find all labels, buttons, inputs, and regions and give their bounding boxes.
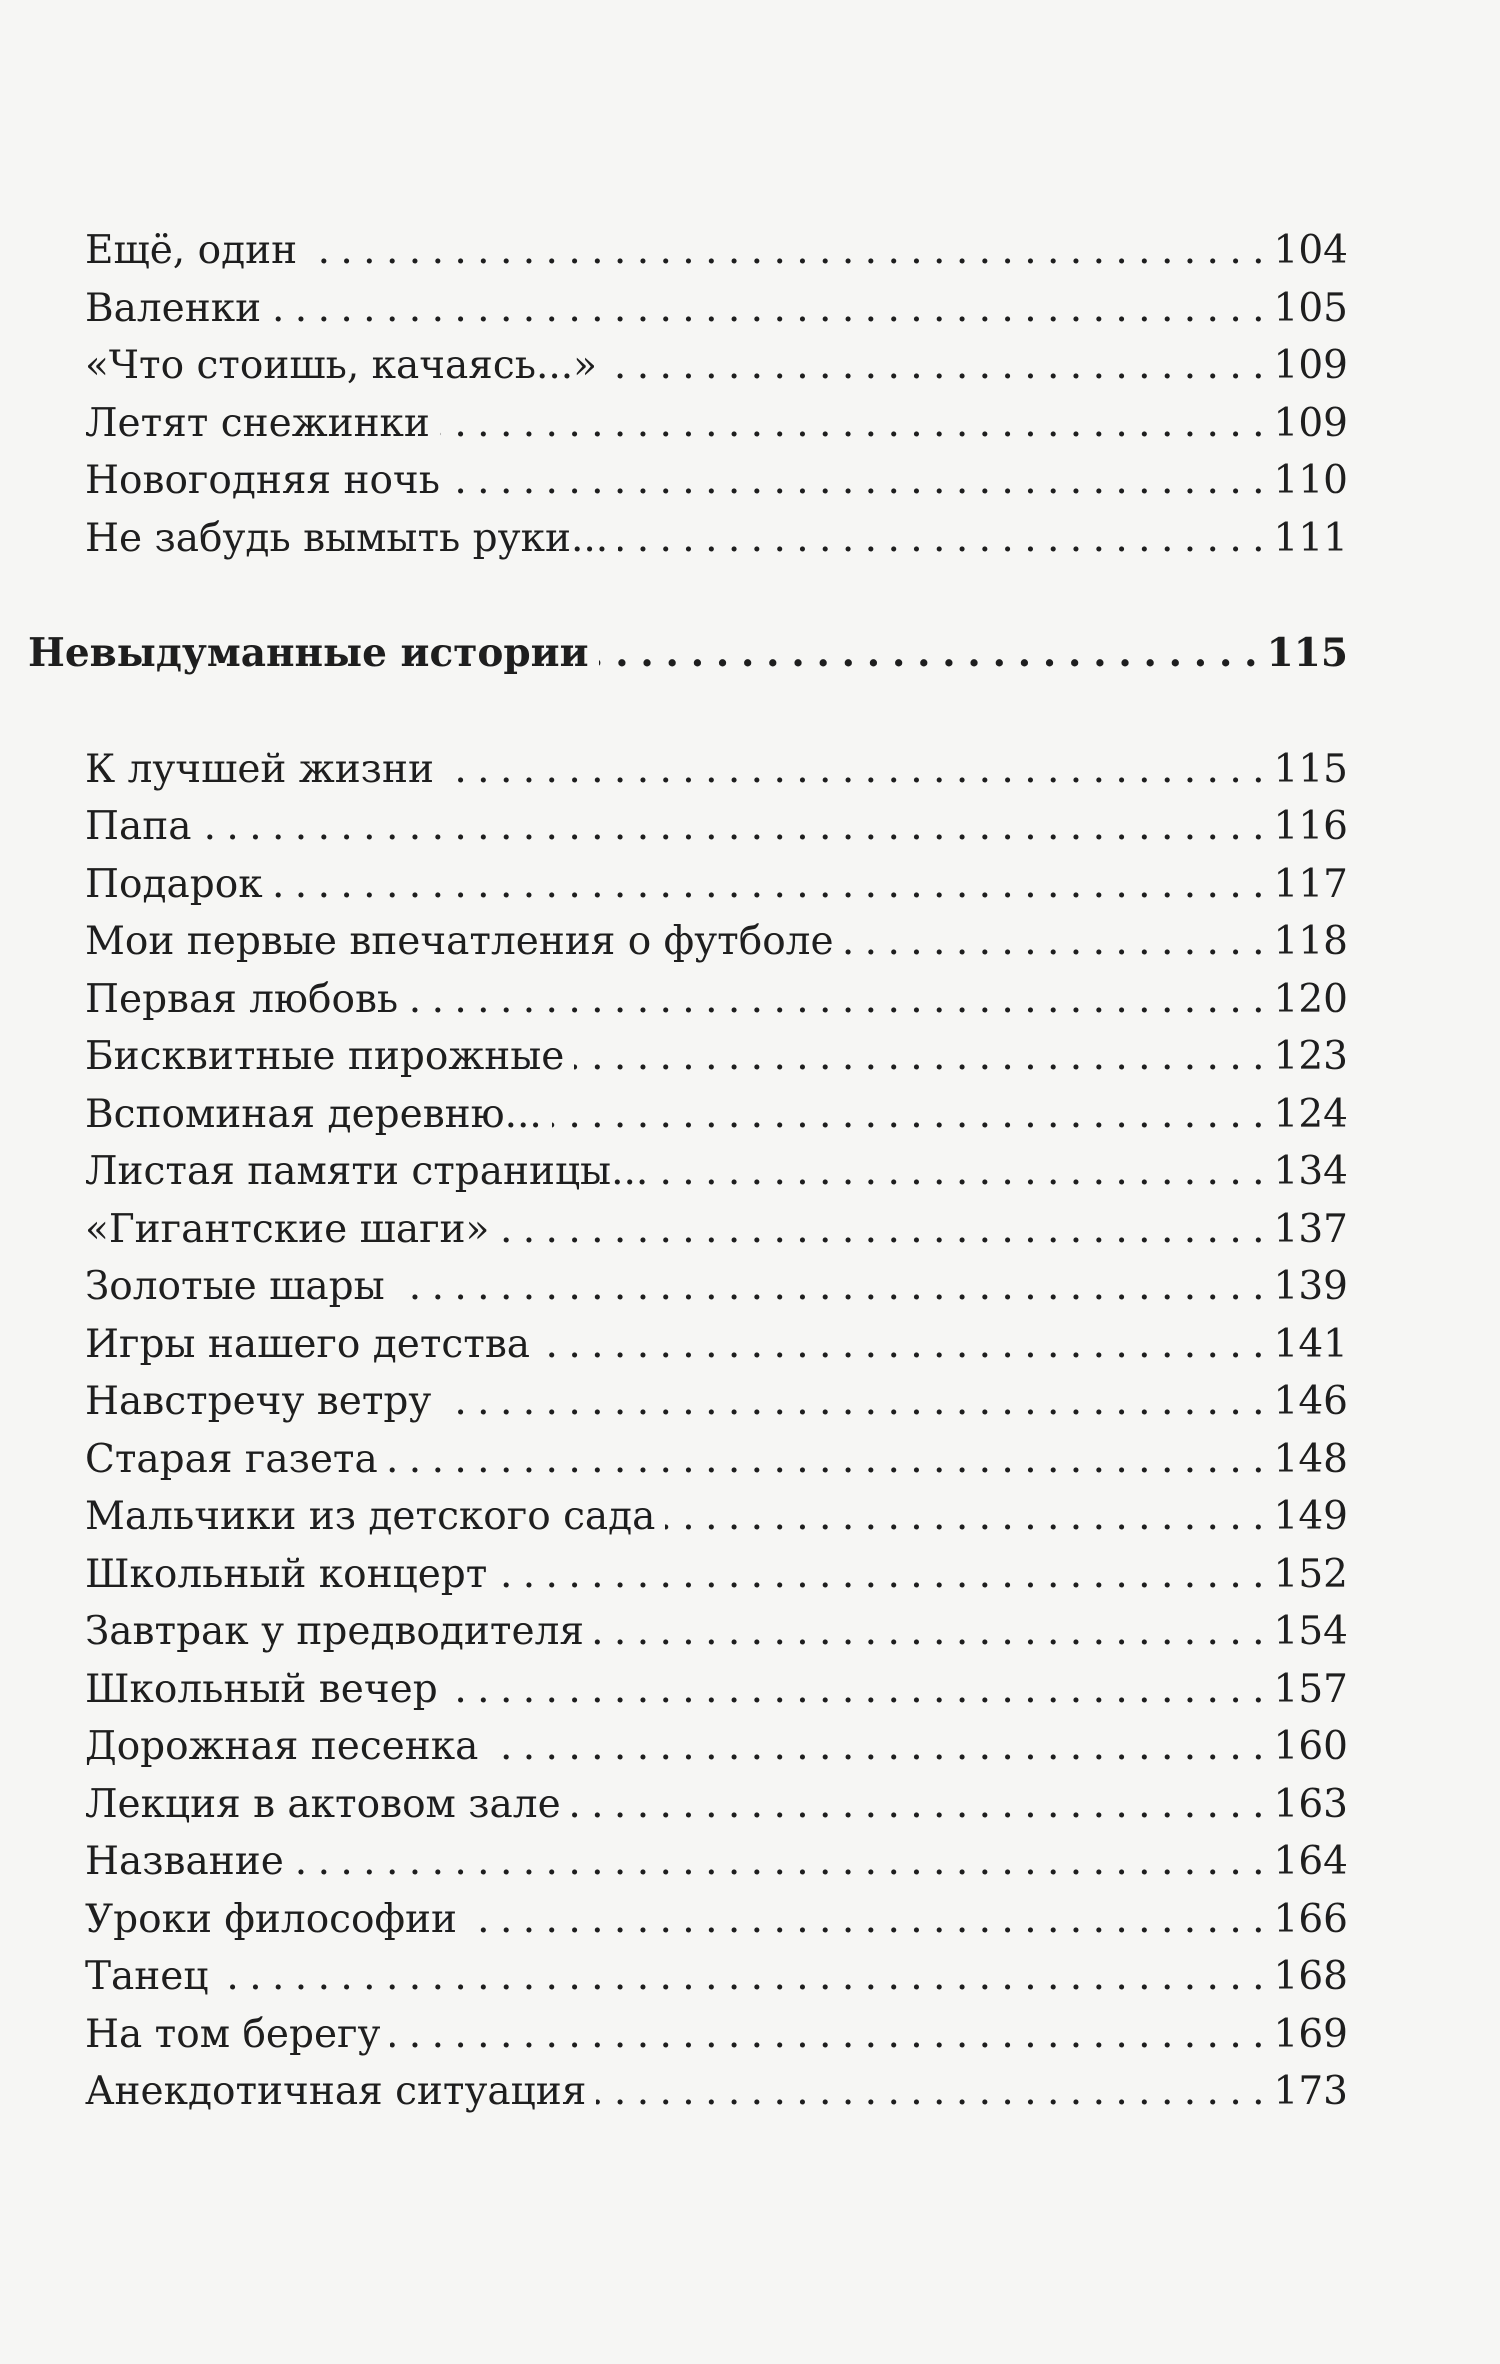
toc-entry-title: Папа <box>85 804 192 849</box>
toc-entry[interactable] <box>28 1316 1348 1374</box>
toc-entry[interactable] <box>28 2006 1348 2064</box>
toc-entry[interactable] <box>28 1603 1348 1661</box>
toc-entry-title: Лекция в актовом зале <box>85 1781 561 1827</box>
toc-entry-page: 115 <box>1273 746 1348 792</box>
toc-entry-page: 173 <box>1273 2069 1348 2114</box>
toc-entry-title: Название <box>85 1839 284 1884</box>
toc-entry-title: Навстречу ветру <box>85 1379 432 1424</box>
toc-entry-title: Школьный концерт <box>85 1551 488 1597</box>
toc-entry-page: 134 <box>1273 1149 1348 1194</box>
toc-entry-title: Старая газета <box>85 1436 378 1482</box>
dot-leader <box>395 1258 1264 1316</box>
toc-entry-page: 166 <box>1273 1896 1348 1942</box>
dot-leader <box>599 625 1257 683</box>
dot-leader <box>444 741 1264 799</box>
toc-entry[interactable] <box>28 1776 1348 1834</box>
toc-entry-page: 109 <box>1273 343 1348 388</box>
toc-entry-title: Ещё, один <box>85 228 298 273</box>
dot-leader <box>390 2006 1263 2064</box>
toc-entry-title: Не забудь вымыть руки... <box>85 515 609 561</box>
toc-entry-page: 163 <box>1273 1781 1348 1827</box>
dot-leader <box>540 1316 1264 1374</box>
section-page: 115 <box>1266 630 1348 676</box>
toc-entry-page: 169 <box>1273 2011 1348 2057</box>
toc-entry-title: Мои первые впечатления о футболе <box>85 919 834 964</box>
dot-leader <box>271 280 1263 338</box>
toc-entry[interactable] <box>28 280 1348 338</box>
toc-entry-title: Мальчики из детского сада <box>85 1494 656 1539</box>
toc-entry[interactable] <box>28 913 1348 971</box>
toc-entry-page: 116 <box>1273 804 1348 849</box>
toc-entry-page: 117 <box>1273 861 1348 907</box>
toc-entry[interactable] <box>28 1201 1348 1259</box>
toc-entry-page: 110 <box>1273 458 1348 503</box>
toc-entry-page: 164 <box>1273 1839 1348 1884</box>
dot-leader <box>499 1201 1263 1259</box>
toc-entry-title: Бисквитные пирожные <box>85 1034 565 1079</box>
toc-entry[interactable] <box>28 395 1348 453</box>
toc-entry-page: 139 <box>1273 1264 1348 1309</box>
toc-entry-title: Игры нашего детства <box>85 1321 531 1367</box>
dot-leader <box>665 1488 1263 1546</box>
toc-entry[interactable] <box>28 741 1348 799</box>
toc-entry-page: 120 <box>1273 976 1348 1022</box>
dot-leader <box>658 1143 1263 1201</box>
toc-entry[interactable] <box>28 1258 1348 1316</box>
dot-leader <box>844 913 1264 971</box>
toc-entry[interactable] <box>28 1431 1348 1489</box>
toc-entry[interactable] <box>28 1718 1348 1776</box>
dot-leader <box>450 452 1264 510</box>
dot-leader <box>441 1373 1263 1431</box>
toc-entry-page: 105 <box>1273 285 1348 331</box>
toc-entry-title: Уроки философии <box>85 1896 458 1942</box>
toc-entry-title: На том берегу <box>85 2011 381 2057</box>
toc-entry-page: 148 <box>1273 1436 1348 1482</box>
toc-entry-title: Завтрак у предводителя <box>85 1609 584 1654</box>
toc-entry-page: 149 <box>1273 1494 1348 1539</box>
toc-entry[interactable] <box>28 1833 1348 1891</box>
dot-leader <box>594 1603 1264 1661</box>
toc-entry-title: Танец <box>85 1954 209 1999</box>
toc-entry-title: Школьный вечер <box>85 1666 438 1712</box>
dot-leader <box>448 1661 1264 1719</box>
toc-entry[interactable] <box>28 798 1348 856</box>
toc-entry-page: 154 <box>1273 1609 1348 1654</box>
dot-leader <box>571 1776 1264 1834</box>
toc-entry[interactable] <box>28 1086 1348 1144</box>
toc-entry[interactable] <box>28 1028 1348 1086</box>
toc-entry-page: 160 <box>1273 1724 1348 1769</box>
dot-leader <box>574 1028 1263 1086</box>
dot-leader <box>273 856 1264 914</box>
table-of-contents <box>28 222 1348 2121</box>
toc-entry-title: Золотые шары <box>85 1264 385 1309</box>
toc-entry-title: Первая любовь <box>85 976 399 1022</box>
toc-entry-title: Валенки <box>85 285 262 331</box>
dot-leader <box>607 337 1264 395</box>
toc-entry[interactable] <box>28 1891 1348 1949</box>
toc-entry[interactable] <box>28 856 1348 914</box>
toc-entry-page: 146 <box>1273 1379 1348 1424</box>
dot-leader <box>488 1718 1263 1776</box>
toc-entry[interactable] <box>28 1546 1348 1604</box>
dot-leader <box>408 971 1263 1029</box>
toc-entry-page: 111 <box>1273 515 1348 561</box>
toc-section-heading[interactable] <box>28 625 1348 683</box>
toc-entry-page: 118 <box>1273 919 1348 964</box>
toc-entry-title: «Гигантские шаги» <box>85 1206 490 1252</box>
toc-entry-title: Анекдотичная ситуация <box>85 2069 587 2114</box>
toc-entry-page: 109 <box>1273 400 1348 446</box>
toc-entry-page: 168 <box>1273 1954 1348 1999</box>
toc-entry[interactable] <box>28 452 1348 510</box>
toc-entry-page: 124 <box>1273 1091 1348 1137</box>
toc-entry[interactable] <box>28 1488 1348 1546</box>
dot-leader <box>440 395 1264 453</box>
toc-entry-title: Дорожная песенка <box>85 1724 479 1769</box>
dot-leader <box>218 1948 1263 2006</box>
toc-entry[interactable] <box>28 1948 1348 2006</box>
toc-entry-page: 152 <box>1273 1551 1348 1597</box>
dot-leader <box>552 1086 1264 1144</box>
toc-entry[interactable] <box>28 1373 1348 1431</box>
toc-entry-title: Листая памяти страницы... <box>85 1149 649 1194</box>
toc-entry[interactable] <box>28 337 1348 395</box>
dot-leader <box>202 798 1264 856</box>
dot-leader <box>388 1431 1264 1489</box>
toc-entry[interactable] <box>28 2063 1348 2121</box>
toc-entry[interactable] <box>28 1143 1348 1201</box>
toc-entry[interactable] <box>28 971 1348 1029</box>
toc-entry-page: 141 <box>1273 1321 1348 1367</box>
toc-entry-title: К лучшей жизни <box>85 746 434 792</box>
toc-entry[interactable] <box>28 510 1348 568</box>
section-title: Невыдуманные истории <box>28 630 589 676</box>
toc-entry-page: 137 <box>1273 1206 1348 1252</box>
toc-entry-title: Вспоминая деревню... <box>85 1091 542 1137</box>
dot-leader <box>294 1833 1264 1891</box>
toc-entry-title: Новогодняя ночь <box>85 458 440 503</box>
dot-leader <box>596 2063 1263 2121</box>
toc-entry-page: 104 <box>1273 228 1348 273</box>
toc-entry-page: 157 <box>1273 1666 1348 1712</box>
dot-leader <box>497 1546 1263 1604</box>
dot-leader <box>467 1891 1264 1949</box>
toc-entry-title: Летят снежинки <box>85 400 430 446</box>
toc-entry-page: 123 <box>1273 1034 1348 1079</box>
dot-leader <box>618 510 1263 568</box>
toc-entry[interactable] <box>28 222 1348 280</box>
toc-entry-title: «Что стоишь, качаясь...» <box>85 343 598 388</box>
dot-leader <box>307 222 1263 280</box>
toc-entry-title: Подарок <box>85 861 263 907</box>
toc-entry[interactable] <box>28 1661 1348 1719</box>
